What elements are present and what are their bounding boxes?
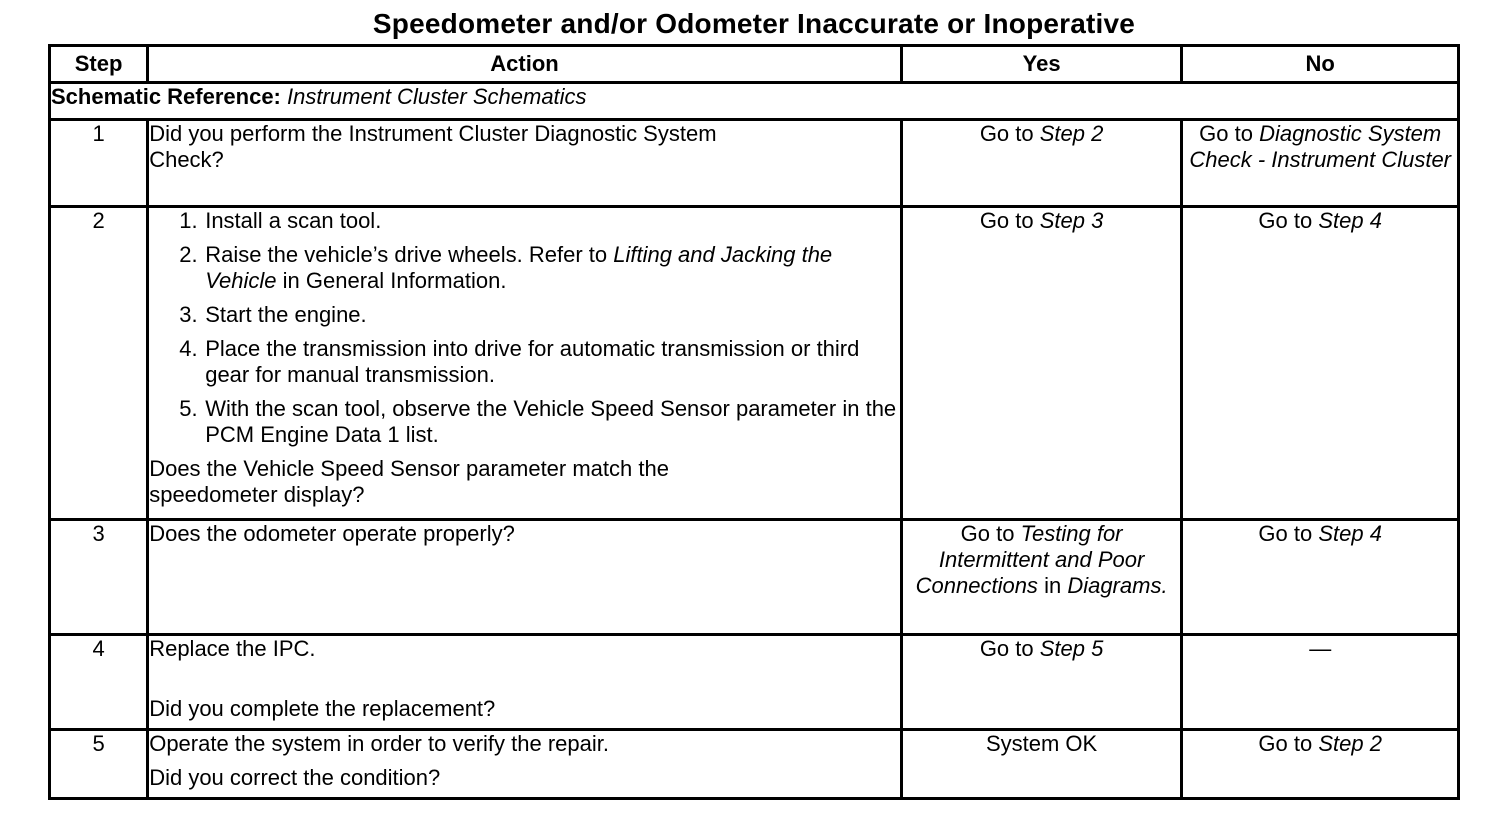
substep-number: 5. [179,396,198,421]
no-cell [1182,635,1459,730]
yes-link-diagrams[interactable]: Diagrams. [1067,573,1168,598]
yes-prefix: Go to [960,521,1015,546]
action-cell [148,207,902,520]
schematic-reference-label: Schematic Reference: [51,84,281,109]
action-text: Operate the system in order to verify the repair. [149,731,609,756]
list-item [179,242,900,294]
substep-number: 3. [179,302,198,327]
yes-mid: in [1044,573,1062,598]
table-row [50,730,1459,799]
no-cell [1182,120,1459,207]
diagnostic-table [48,44,1460,800]
header-step: Step [50,46,148,83]
table-row [50,120,1459,207]
page-title: Speedometer and/or Odometer Inaccurate or Inoperative [372,8,1136,39]
yes-prefix: Go to [979,121,1034,146]
yes-cell [901,207,1182,520]
substep-text: in General Information. [282,268,507,293]
yes-link[interactable]: Testing for Intermittent and Poor Connections [915,521,1145,598]
yes-cell [901,520,1182,635]
question-text: Did you correct the condition? [149,765,441,790]
list-item [179,396,900,448]
substep-text: With the scan tool, observe the Vehicle Speed Sensor parameter in the PCM Engine Data 1 list. [205,396,897,447]
yes-prefix: Go to [979,636,1034,661]
yes-cell [901,730,1182,799]
no-cell [1182,520,1459,635]
action-cell [148,635,902,730]
step-number: 4 [50,635,148,730]
substep-text: Install a scan tool. [205,208,382,233]
substep-text: Raise the vehicle’s drive wheels. Refer to [205,242,608,267]
action-cell [148,520,902,635]
action-text: Replace the IPC. [149,636,316,661]
step-number: 2 [50,207,148,520]
schematic-reference-row [50,83,1459,120]
question-text: Did you complete the replacement? [149,696,496,721]
substep-list [149,208,900,448]
schematic-reference-link[interactable]: Instrument Cluster Schematics [287,84,587,109]
yes-link[interactable]: Step 2 [1039,121,1104,146]
header-no: No [1182,46,1459,83]
no-cell [1182,730,1459,799]
step-number: 1 [50,120,148,207]
schematic-reference [50,83,1459,120]
yes-cell [901,120,1182,207]
yes-prefix: Go to [979,208,1034,233]
yes-link[interactable]: Step 3 [1039,208,1104,233]
header-row [50,46,1459,83]
no-value: — [1309,636,1332,661]
no-link[interactable]: Step 2 [1318,731,1382,756]
table-row [50,520,1459,635]
list-item [179,302,900,328]
substep-text: Start the engine. [205,302,367,327]
step-number: 5 [50,730,148,799]
yes-cell [901,635,1182,730]
step-number: 3 [50,520,148,635]
header-action: Action [148,46,902,83]
yes-value: System OK [985,731,1098,756]
no-link[interactable]: Step 4 [1318,521,1382,546]
no-cell [1182,207,1459,520]
question-text: Does the Vehicle Speed Sensor parameter match the speedometer display? [149,456,669,507]
no-link[interactable]: Step 4 [1318,208,1382,233]
no-prefix: Go to [1258,208,1313,233]
substep-number: 4. [179,336,198,361]
substep-number: 1. [179,208,198,233]
list-item [179,336,900,388]
action-text: Did you perform the Instrument Cluster Diagnostic System Check? [149,121,717,172]
list-item [179,208,900,234]
substep-link[interactable]: Lifting and Jacking the Vehicle [205,242,833,293]
action-text: Does the odometer operate properly? [149,521,515,546]
table-row [50,207,1459,520]
table-row [50,635,1459,730]
action-cell [148,120,902,207]
no-prefix: Go to [1199,121,1253,146]
substep-number: 2. [179,242,198,267]
no-link[interactable]: Diagnostic System Check - Instrument Cluster [1189,121,1452,172]
yes-link[interactable]: Step 5 [1039,636,1104,661]
no-prefix: Go to [1258,521,1313,546]
substep-text: Place the transmission into drive for automatic transmission or third gear for manual transmission. [205,336,860,387]
action-cell [148,730,902,799]
header-yes: Yes [901,46,1182,83]
no-prefix: Go to [1258,731,1313,756]
